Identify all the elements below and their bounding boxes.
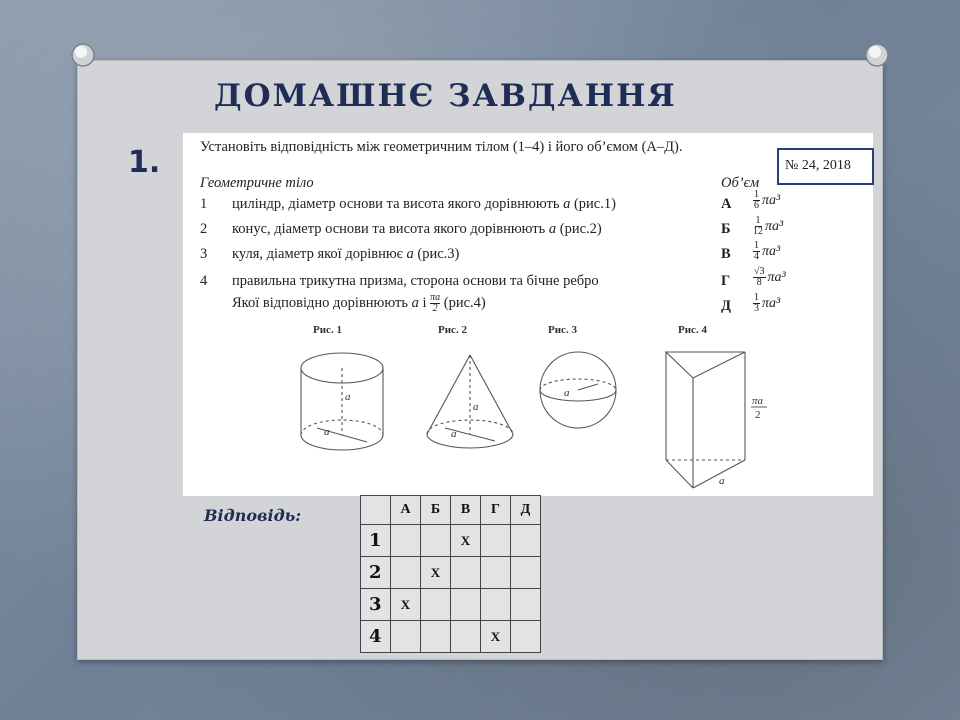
figures-drawing xyxy=(183,338,873,496)
answer-row-label: 3 xyxy=(361,589,391,621)
answer-header-row xyxy=(361,496,541,525)
task-row: 3 куля, діаметр якої дорівнює a (рис.3) xyxy=(200,246,460,262)
option-formula: 1 3 πa³ xyxy=(754,292,781,314)
answer-cell[interactable]: Х xyxy=(391,589,421,621)
option-letter: В xyxy=(721,246,731,262)
answer-column-header: Г xyxy=(481,496,511,525)
sphere-figure xyxy=(540,352,616,428)
task-row-continuation: Якої відповідно дорівнюють a і $\frac{\pi a}{2}$ (рис.4) xyxy=(232,292,486,314)
task-row: 4 правильна трикутна призма, сторона основи та бічне ребро xyxy=(200,273,599,289)
option-letter: Д xyxy=(721,298,731,314)
cylinder-figure xyxy=(301,353,383,450)
task-card xyxy=(183,133,873,496)
answer-cell[interactable] xyxy=(391,525,421,557)
label-two: 2 xyxy=(755,409,761,421)
figure-caption: Рис. 1 xyxy=(313,324,342,336)
answer-cell[interactable] xyxy=(481,589,511,621)
answer-column-header: Д xyxy=(511,496,541,525)
pin-icon xyxy=(862,40,892,70)
label-a: a xyxy=(451,428,457,440)
answer-row-label: 2 xyxy=(361,557,391,589)
option-formula: 1 12 πa³ xyxy=(753,215,784,237)
answer-row xyxy=(361,525,541,557)
option-letter: Г xyxy=(721,273,731,289)
answer-cell[interactable] xyxy=(451,621,481,653)
answer-corner-cell xyxy=(361,496,391,525)
answer-row-label: 4 xyxy=(361,621,391,653)
label-a: a xyxy=(473,401,479,413)
answer-cell[interactable]: Х xyxy=(451,525,481,557)
column-header-solid: Геометричне тіло xyxy=(200,175,314,191)
answer-row xyxy=(361,557,541,589)
answer-cell[interactable] xyxy=(511,557,541,589)
answer-cell[interactable] xyxy=(391,621,421,653)
answer-cell[interactable] xyxy=(421,589,451,621)
option-formula: √3 8 πa³ xyxy=(754,266,786,288)
option-formula: 1 4 πa³ xyxy=(754,240,781,262)
label-a: a xyxy=(345,391,351,403)
pin-icon xyxy=(68,40,98,70)
task-number: 1. xyxy=(128,145,161,180)
answer-cell[interactable] xyxy=(451,589,481,621)
prism-figure xyxy=(666,352,745,488)
task-row: 2 конус, діаметр основи та висота якого дорівнюють a (рис.2) xyxy=(200,221,602,237)
answer-grid xyxy=(360,495,541,653)
figure-caption: Рис. 3 xyxy=(548,324,577,336)
answer-cell[interactable] xyxy=(511,589,541,621)
option-letter: А xyxy=(721,196,732,212)
answer-cell[interactable] xyxy=(481,557,511,589)
option-letter: Б xyxy=(721,221,731,237)
label-pi-a: πa xyxy=(752,395,764,407)
page-title: ДОМАШНЄ ЗАВДАННЯ xyxy=(214,78,677,114)
answer-cell[interactable]: Х xyxy=(481,621,511,653)
answer-cell[interactable] xyxy=(421,525,451,557)
task-row: 1 циліндр, діаметр основи та висота якого дорівнюють a (рис.1) xyxy=(200,196,616,212)
answer-cell[interactable] xyxy=(451,557,481,589)
figure-caption: Рис. 4 xyxy=(678,324,707,336)
answer-cell[interactable] xyxy=(511,525,541,557)
answer-cell[interactable]: Х xyxy=(421,557,451,589)
answer-row xyxy=(361,589,541,621)
answer-column-header: В xyxy=(451,496,481,525)
label-a: a xyxy=(719,475,725,487)
task-intro: Установіть відповідність між геометричним тілом (1–4) і його об’ємом (А–Д). xyxy=(200,139,683,155)
source-badge: № 24, 2018 xyxy=(777,148,874,185)
answer-row xyxy=(361,621,541,653)
answer-row-label: 1 xyxy=(361,525,391,557)
column-header-volume: Об’єм xyxy=(721,175,760,191)
label-a: a xyxy=(324,426,330,438)
answer-cell[interactable] xyxy=(391,557,421,589)
answer-column-header: Б xyxy=(421,496,451,525)
answer-cell[interactable] xyxy=(421,621,451,653)
cone-figure xyxy=(427,355,513,448)
option-formula: 1 6 πa³ xyxy=(754,189,781,211)
answer-column-header: А xyxy=(391,496,421,525)
answer-label: Відповідь: xyxy=(204,506,302,525)
answer-cell[interactable] xyxy=(511,621,541,653)
label-a: a xyxy=(564,387,570,399)
figure-caption: Рис. 2 xyxy=(438,324,467,336)
answer-cell[interactable] xyxy=(481,525,511,557)
